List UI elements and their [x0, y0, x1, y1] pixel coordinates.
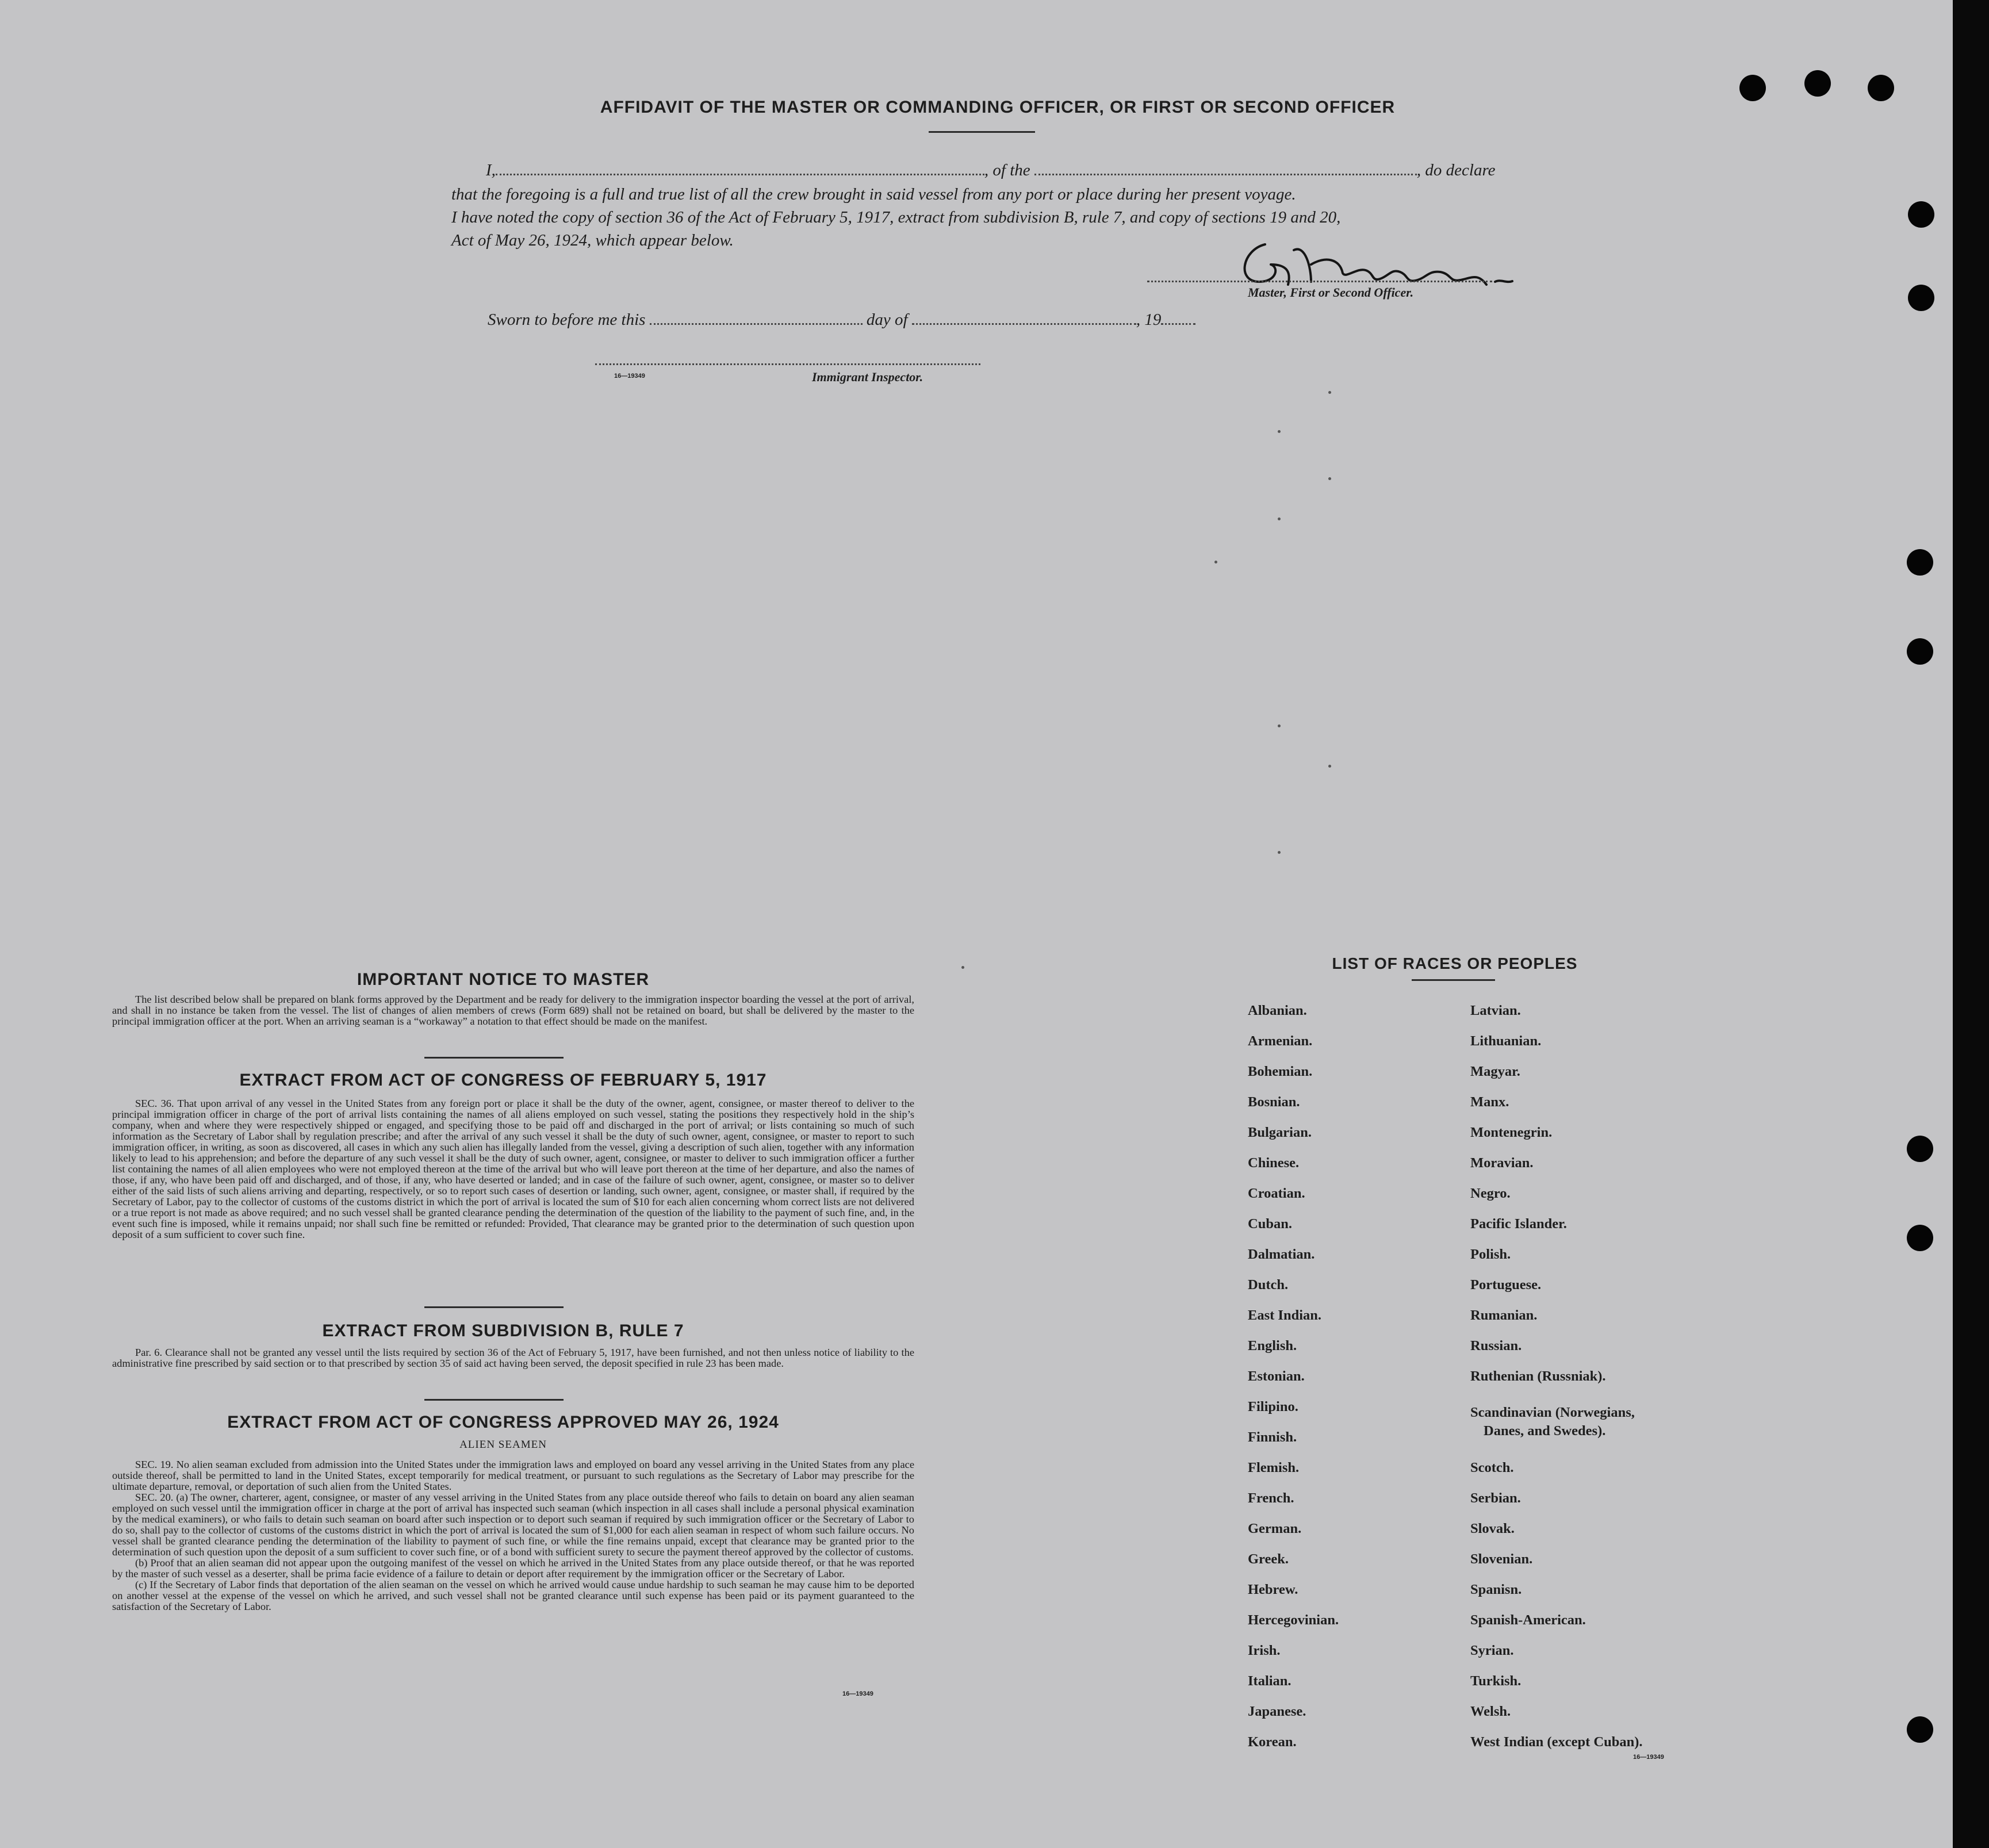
- scan-speck: [1328, 477, 1331, 480]
- declarant-prefix: I,: [486, 161, 496, 179]
- race-item: Slovak.: [1470, 1521, 1515, 1536]
- race-item: French.: [1248, 1490, 1294, 1506]
- rule-7-text: Par. 6. Clearance shall not be granted any vessel until the lists required by section 36 of the Act of February 5, 1917, have been furnished, and not then unless notice of liability to the administrative fine prescribed by said section or to that prescribed by section 35 of said act having been served, the deposit specified in rule 23 has been made.: [112, 1347, 914, 1369]
- race-item: West Indian (except Cuban).: [1470, 1734, 1643, 1750]
- race-item: Portuguese.: [1470, 1277, 1542, 1293]
- race-item: Manx.: [1470, 1094, 1509, 1110]
- section-divider: [424, 1306, 564, 1308]
- inspector-caption: Immigrant Inspector.: [812, 370, 923, 384]
- do-declare-label: , do declare: [1416, 161, 1496, 179]
- of-the-label: , of the: [984, 161, 1030, 179]
- race-item: Flemish.: [1248, 1460, 1300, 1475]
- sworn-line: [488, 310, 1195, 329]
- race-item: Scotch.: [1470, 1460, 1514, 1475]
- alien-seamen-subtitle: ALIEN SEAMEN: [459, 1439, 547, 1451]
- sworn-day-field[interactable]: [650, 323, 863, 325]
- punch-hole: [1804, 70, 1831, 97]
- sworn-month-field[interactable]: [912, 323, 1136, 325]
- scan-speck: [961, 966, 964, 969]
- punch-hole: [1907, 638, 1933, 665]
- scan-speck: [1278, 430, 1281, 433]
- affidavit-line-1: [486, 161, 1496, 180]
- race-item: Irish.: [1248, 1643, 1281, 1658]
- extract-form-number: 16—19349: [842, 1690, 873, 1697]
- section-19-text: SEC. 19. No alien seaman excluded from admission into the United States under the immigration laws and employed on board any vessel arriving in the United States from any place outside thereof, shall be permitted to land in the United States, except temporarily for medical treatment, or pursuant to such regulations as the Secretary of Labor may prescribe for the ultimate departure, removal, or deportation of such alien from the United States.: [112, 1459, 914, 1492]
- section-divider: [424, 1057, 564, 1059]
- punch-hole: [1907, 1136, 1933, 1162]
- scan-speck: [1214, 561, 1217, 563]
- signature-caption: Master, First or Second Officer.: [1248, 285, 1414, 300]
- extract-1917-text: SEC. 36. That upon arrival of any vessel in the United States from any foreign port or place it shall be the duty of the owner, agent, consignee, or master thereof to deliver to the principal immigration officer in charge of the port of arrival lists containing the names of all aliens employed on such vessel, stating the positions they respectively hold in the ship’s company, when and where they were respectively shipped or engaged, and specifying those to be paid off and discharged in the port of arrival; or lists containing so much of such information as the Secretary of Labor shall by regulation prescribe; and after the arrival of any such vessel it shall be the duty of such owner, agent, consignee, or master to report to such immigration officer, in writing, as soon as discovered, all cases in which any such alien has illegally landed from the vessel, giving a description of such alien, together with any information likely to lead to his apprehension; and before the departure of any such vessel it shall be the duty of such owner, agent, consignee, or master to deliver to such immigration officer a further list containing the names of all alien employees who were not employed thereon at the time of the arrival but who will leave port thereon at the time of her departure, and also the names of those, if any, who have been paid off and discharged, and of those, if any, who have deserted or landed; and in case of the failure of such owner, agent, consignee, or master so to deliver either of the said lists of such aliens arriving and departing, respectively, or so to report such cases of desertion or landing, such owner, agent, consignee, or master shall, if required by the Secretary of Labor, pay to the collector of customs of the customs district in which the port of arrival is located the sum of $10 for each alien concerning whom correct lists are not delivered or a true report is not made as above required; and no such vessel shall be granted clearance pending the determination of the question of the liability to the payment of such fine, and, in the event such fine is imposed, while it remains unpaid; nor shall such fine be remitted or refunded: Provided, That clearance may be granted prior to the determination of such question upon deposit of a sum sufficient to cover such fine.: [112, 1098, 914, 1240]
- race-item: Polish.: [1470, 1247, 1511, 1262]
- race-item: Chinese.: [1248, 1155, 1300, 1171]
- notice-text: The list described below shall be prepared on blank forms approved by the Department and be ready for delivery to the immigration inspector boarding the vessel at the port of arrival, and shall in no instance be taken from the vessel. The list of changes of alien members of crews (Form 689) shall not be retained on board, but shall be delivered by the master to the principal immigration officer at the port. When an arriving seaman is a “workaway” a notation to that effect should be made on the manifest.: [112, 994, 914, 1027]
- race-item: German.: [1248, 1521, 1302, 1536]
- race-item: Montenegrin.: [1470, 1125, 1553, 1140]
- sworn-year-field[interactable]: [1161, 323, 1195, 325]
- race-item: Pacific Islander.: [1470, 1216, 1567, 1232]
- race-item: Latvian.: [1470, 1003, 1521, 1018]
- day-of-label: day of: [866, 310, 908, 329]
- affidavit-form-number: 16—19349: [614, 373, 645, 379]
- section-20c-text: (c) If the Secretary of Labor finds that deportation of the alien seaman on the vessel on which he arrived would cause undue hardship to such seaman he may cause him to be deported on another vessel at the expense of the vessel on which he arrived, and such vessel shall not be granted clearance until such expense has been paid or its payment guaranteed to the satisfaction of the Secretary of Labor.: [112, 1579, 914, 1612]
- extract-1924-title: EXTRACT FROM ACT OF CONGRESS APPROVED MAY 26, 1924: [227, 1413, 779, 1432]
- affidavit-line-4: Act of May 26, 1924, which appear below.: [451, 231, 734, 250]
- race-item: Serbian.: [1470, 1490, 1521, 1506]
- race-item: Moravian.: [1470, 1155, 1534, 1171]
- race-item: Hercegovinian.: [1248, 1612, 1339, 1628]
- race-item: Filipino.: [1248, 1399, 1298, 1414]
- affidavit-line-3: I have noted the copy of section 36 of the Act of February 5, 1917, extract from subdivision B, rule 7, and copy of sections 19 and 20,: [451, 208, 1341, 227]
- race-item: Russian.: [1470, 1338, 1522, 1354]
- signature-line: [1147, 281, 1492, 282]
- punch-hole: [1907, 1716, 1933, 1743]
- race-item: Albanian.: [1248, 1003, 1307, 1018]
- race-item: Bohemian.: [1248, 1064, 1313, 1079]
- scan-speck: [1278, 851, 1281, 854]
- race-item: Dutch.: [1248, 1277, 1289, 1293]
- extract-1924-text: [112, 1459, 914, 1612]
- race-item: Armenian.: [1248, 1033, 1313, 1049]
- section-divider: [424, 1399, 564, 1401]
- races-title: LIST OF RACES OR PEOPLES: [1332, 954, 1578, 972]
- race-item: Spanisn.: [1470, 1582, 1522, 1597]
- scan-speck: [1278, 517, 1281, 520]
- race-item: Bulgarian.: [1248, 1125, 1312, 1140]
- race-item: Magyar.: [1470, 1064, 1520, 1079]
- race-item: English.: [1248, 1338, 1297, 1354]
- race-item: Japanese.: [1248, 1704, 1306, 1719]
- punch-hole: [1907, 549, 1933, 576]
- extract-1917-title: EXTRACT FROM ACT OF CONGRESS OF FEBRUARY 5, 1917: [239, 1071, 767, 1090]
- section-20b-text: (b) Proof that an alien seaman did not appear upon the outgoing manifest of the vessel on which he arrived in the United States from any place outside thereof, or that he was reported by the master of such vessel as a deserter, shall be prima facie evidence of a failure to detain or deport after requirement by the immigration officer or the Secretary of Labor.: [112, 1557, 914, 1579]
- affidavit-title: AFFIDAVIT OF THE MASTER OR COMMANDING OFFICER, OR FIRST OR SECOND OFFICER: [600, 98, 1396, 117]
- race-item: Scandinavian (Norwegians,: [1470, 1405, 1635, 1420]
- race-item: Slovenian.: [1470, 1551, 1533, 1567]
- year-label: , 19: [1136, 310, 1162, 329]
- race-item: Hebrew.: [1248, 1582, 1298, 1597]
- race-item: Croatian.: [1248, 1186, 1305, 1201]
- race-item: Spanish-American.: [1470, 1612, 1586, 1628]
- vessel-field[interactable]: [1034, 174, 1417, 175]
- race-item: Greek.: [1248, 1551, 1289, 1567]
- race-item: Ruthenian (Russniak).: [1470, 1368, 1606, 1384]
- race-item: Estonian.: [1248, 1368, 1305, 1384]
- rule-7-title: EXTRACT FROM SUBDIVISION B, RULE 7: [322, 1321, 684, 1340]
- races-form-number: 16—19349: [1633, 1754, 1664, 1761]
- race-item: Finnish.: [1248, 1429, 1297, 1445]
- race-item: Danes, and Swedes).: [1484, 1423, 1606, 1439]
- punch-hole: [1908, 201, 1934, 228]
- race-item: Bosnian.: [1248, 1094, 1300, 1110]
- race-item: Syrian.: [1470, 1643, 1514, 1658]
- race-item: Rumanian.: [1470, 1308, 1538, 1323]
- race-item: Dalmatian.: [1248, 1247, 1315, 1262]
- notice-title: IMPORTANT NOTICE TO MASTER: [357, 970, 650, 989]
- race-item: Negro.: [1470, 1186, 1511, 1201]
- scan-speck: [1328, 391, 1331, 394]
- race-item: Cuban.: [1248, 1216, 1292, 1232]
- sworn-label: Sworn to before me this: [488, 310, 646, 329]
- inspector-signature-line[interactable]: [595, 363, 980, 365]
- punch-hole: [1908, 285, 1934, 311]
- race-item: Welsh.: [1470, 1704, 1511, 1719]
- scan-speck: [1278, 724, 1281, 727]
- scan-speck: [1328, 765, 1331, 768]
- title-underline: [1412, 979, 1495, 981]
- declarant-name-field[interactable]: [496, 174, 984, 175]
- title-underline: [929, 131, 1035, 133]
- affidavit-line-2: that the foregoing is a full and true list of all the crew brought in said vessel from any port or place during her present voyage.: [451, 185, 1296, 204]
- race-item: Turkish.: [1470, 1673, 1522, 1689]
- punch-hole: [1907, 1225, 1933, 1251]
- race-item: Lithuanian.: [1470, 1033, 1542, 1049]
- race-item: East Indian.: [1248, 1308, 1322, 1323]
- race-item: Korean.: [1248, 1734, 1297, 1750]
- race-item: Italian.: [1248, 1673, 1291, 1689]
- section-20a-text: SEC. 20. (a) The owner, charterer, agent, consignee, or master of any vessel arriving in the United States from any place outside thereof who fails to detain on board any alien seaman employed on such vessel until the immigration officer in charge at the port of arrival has inspected such seaman (which inspection in all cases shall include a personal physical examination by the medical examiners), or who fails to detain such seaman on board after such inspection or to deport such seaman if required by such immigration officer or the Secretary of Labor to do so, shall pay to the collector of customs of the customs district in which the port of arrival is located the sum of $1,000 for each alien seaman in respect of whom such failure occurs. No vessel shall be granted clearance pending the determination of the liability to payment of such fine, or while the fine remains unpaid, except that clearance may be granted prior to the determination of such question upon the deposit of a sum sufficient to cover such fine, or of a bond with sufficient surety to secure the payment thereof approved by the collector of customs.: [112, 1492, 914, 1558]
